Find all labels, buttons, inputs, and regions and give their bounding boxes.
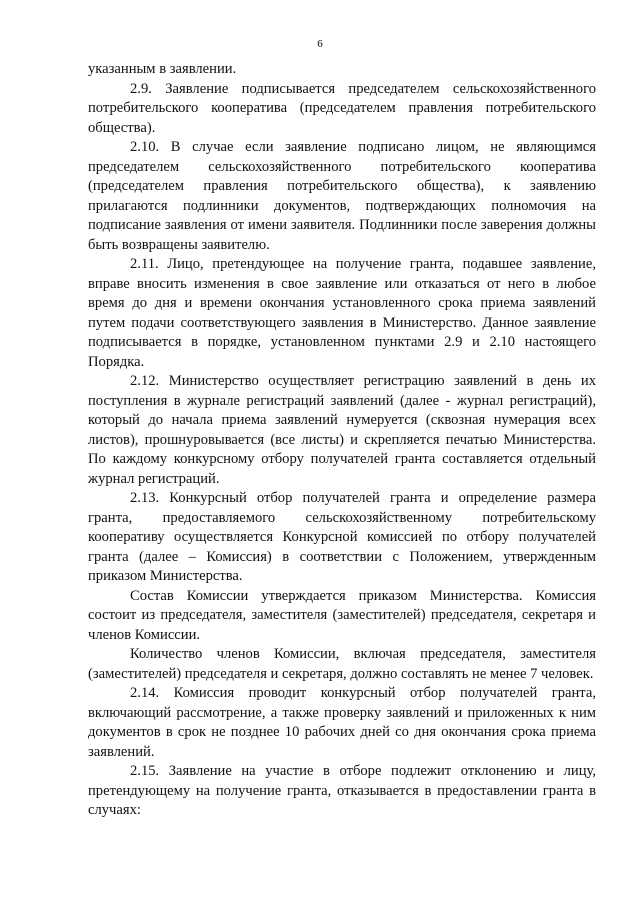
paragraph-2-14: 2.14. Комиссия проводит конкурсный отбор получателей гранта, включающий рассмотрение, а также проверку заявлений и приложенных к ним документов в срок не позднее 10 рабочих дней со дня окончания срока приема заявлений. bbox=[88, 685, 596, 760]
paragraph-continuation: указанным в заявлении. bbox=[88, 61, 237, 77]
paragraph-2-13: 2.13. Конкурсный отбор получателей гранта и определение размера гранта, предоставляемого сельскохозяйственному потребительскому кооперативу осуществляется Конкурсной комиссией по отбору получателей гранта (далее – Комиссия) в соответствии с Положением, утвержденным приказом Министерства. bbox=[88, 490, 596, 584]
paragraph-2-12: 2.12. Министерство осуществляет регистрацию заявлений в день их поступления в журнале регистраций заявлений (далее - журнал регистраций), который до начала приема заявлений нумеруется (сквозная нумерация всех листов), прошнуровывается (все листы) и скрепляется печатью Министерства. По каждому конкурсному отбору получателей гранта составляется отдельный журнал регистраций. bbox=[88, 373, 596, 487]
paragraph-2-9: 2.9. Заявление подписывается председателем сельскохозяйственного потребительского кооператива (председателем правления потребительского общества). bbox=[88, 80, 596, 136]
page-number: 6 bbox=[317, 38, 323, 50]
paragraph-2-15: 2.15. Заявление на участие в отборе подлежит отклонению и лицу, претендующему на получение гранта, отказывается в предоставлении гранта в случаях: bbox=[88, 763, 596, 818]
paragraph-2-10: 2.10. В случае если заявление подписано лицом, не являющимся председателем сельскохозяйственного потребительского кооператива (председателем правления потребительского общества), к заявлению прилагаются подлинники документов, подтверждающих полномочия на подписание заявления от имени заявителя. Подлинники после заверения должны быть возвращены заявителю. bbox=[88, 139, 596, 253]
paragraph-commission-composition: Состав Комиссии утверждается приказом Министерства. Комиссия состоит из председателя, заместителя (заместителей) председателя, секретаря и членов Комиссии. bbox=[88, 587, 596, 643]
document-body bbox=[88, 60, 596, 821]
paragraph-2-11: 2.11. Лицо, претендующее на получение гранта, подавшее заявление, вправе вносить изменения в свое заявление или отказаться от него в любое время до дня и времени окончания установленного срока приема заявлений путем подачи соответствующего заявления в Министерство. Данное заявление подписывается в порядке, установленном пунктами 2.9 и 2.10 настоящего Порядка. bbox=[88, 256, 596, 370]
paragraph-commission-size: Количество членов Комиссии, включая председателя, заместителя (заместителей) председателя и секретаря, должно составлять не менее 7 человек. bbox=[88, 646, 596, 682]
